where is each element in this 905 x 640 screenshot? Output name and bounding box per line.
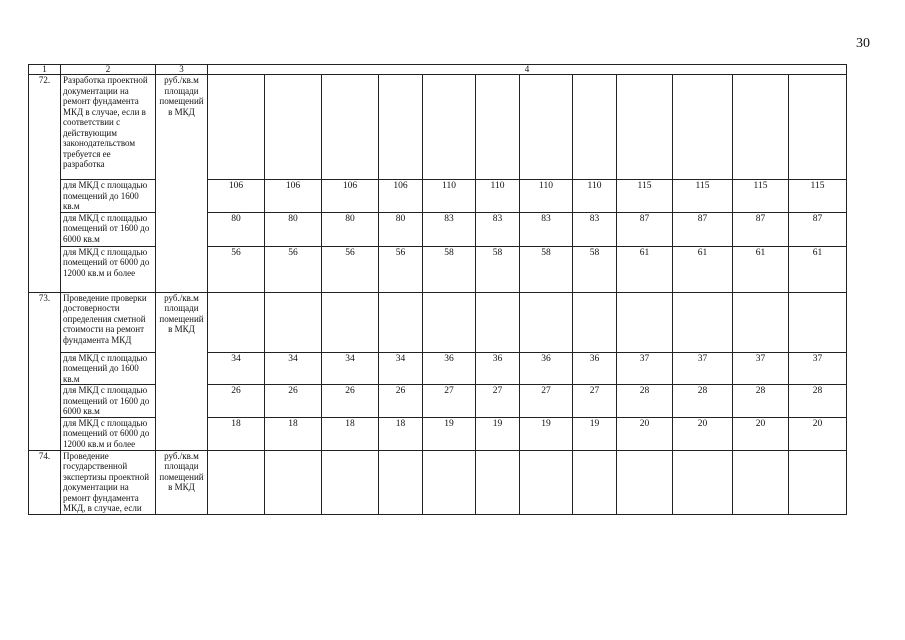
value-cell: 34 xyxy=(379,352,423,385)
empty-cell xyxy=(265,450,322,514)
empty-cell xyxy=(423,75,476,180)
row-title: Проведение проверки достоверности определения сметной стоимости на ремонт фундамента МКД xyxy=(61,292,156,352)
value-cell: 106 xyxy=(208,180,265,213)
value-cell: 36 xyxy=(520,352,573,385)
row-title: Разработка проектной документации на ремонт фундамента МКД в случае, если в соответствии с действующим законодательством требуется ее разработка xyxy=(61,75,156,180)
value-cell: 37 xyxy=(789,352,847,385)
value-cell: 19 xyxy=(476,417,520,450)
value-cell: 19 xyxy=(573,417,617,450)
value-cell: 36 xyxy=(423,352,476,385)
value-cell: 83 xyxy=(520,212,573,246)
row-title: Проведение государственной экспертизы проектной документации на ремонт фундамента МКД, в случае, если xyxy=(61,450,156,514)
value-cell: 106 xyxy=(322,180,379,213)
table-row xyxy=(29,292,847,352)
value-cell: 58 xyxy=(476,246,520,292)
empty-cell xyxy=(673,75,733,180)
value-cell: 20 xyxy=(673,417,733,450)
value-cell: 110 xyxy=(423,180,476,213)
value-cell: 115 xyxy=(617,180,673,213)
empty-cell xyxy=(208,75,265,180)
empty-cell xyxy=(573,292,617,352)
value-cell: 28 xyxy=(617,385,673,418)
row-number: 72. xyxy=(29,75,61,293)
value-cell: 106 xyxy=(379,180,423,213)
value-cell: 56 xyxy=(322,246,379,292)
value-cell: 110 xyxy=(573,180,617,213)
sub-row-label: для МКД с площадью помещений от 1600 до 6000 кв.м xyxy=(61,385,156,418)
value-cell: 80 xyxy=(379,212,423,246)
empty-cell xyxy=(617,292,673,352)
value-cell: 56 xyxy=(265,246,322,292)
unit-cell: руб./кв.м площади помещений в МКД xyxy=(156,75,208,293)
value-cell: 34 xyxy=(322,352,379,385)
value-cell: 106 xyxy=(265,180,322,213)
column-header-row xyxy=(29,65,847,75)
value-cell: 34 xyxy=(208,352,265,385)
sub-row-label: для МКД с площадью помещений от 6000 до 12000 кв.м и более xyxy=(61,417,156,450)
table-row xyxy=(29,212,847,246)
sub-row-label: для МКД с площадью помещений до 1600 кв.м xyxy=(61,352,156,385)
empty-cell xyxy=(423,450,476,514)
table-row xyxy=(29,180,847,213)
value-cell: 58 xyxy=(423,246,476,292)
value-cell: 110 xyxy=(520,180,573,213)
row-number: 73. xyxy=(29,292,61,450)
value-cell: 61 xyxy=(617,246,673,292)
value-cell: 27 xyxy=(423,385,476,418)
empty-cell xyxy=(573,75,617,180)
value-cell: 28 xyxy=(789,385,847,418)
table-row xyxy=(29,450,847,514)
empty-cell xyxy=(573,450,617,514)
empty-cell xyxy=(789,75,847,180)
value-cell: 83 xyxy=(476,212,520,246)
table-row xyxy=(29,417,847,450)
value-cell: 20 xyxy=(617,417,673,450)
sub-row-label: для МКД с площадью помещений до 1600 кв.м xyxy=(61,180,156,213)
value-cell: 37 xyxy=(617,352,673,385)
value-cell: 36 xyxy=(476,352,520,385)
empty-cell xyxy=(520,75,573,180)
table-row xyxy=(29,352,847,385)
value-cell: 27 xyxy=(520,385,573,418)
page-number: 30 xyxy=(856,36,870,51)
empty-cell xyxy=(789,450,847,514)
empty-cell xyxy=(265,75,322,180)
value-cell: 83 xyxy=(573,212,617,246)
value-cell: 26 xyxy=(208,385,265,418)
table-row xyxy=(29,246,847,292)
empty-cell xyxy=(617,450,673,514)
value-cell: 19 xyxy=(520,417,573,450)
empty-cell xyxy=(322,292,379,352)
empty-cell xyxy=(733,75,789,180)
value-cell: 58 xyxy=(573,246,617,292)
unit-cell: руб./кв.м площади помещений в МКД xyxy=(156,292,208,450)
value-cell: 18 xyxy=(208,417,265,450)
column-header: 1 xyxy=(29,65,61,75)
sub-row-label: для МКД с площадью помещений от 6000 до 12000 кв.м и более xyxy=(61,246,156,292)
empty-cell xyxy=(476,75,520,180)
table-row xyxy=(29,385,847,418)
value-cell: 58 xyxy=(520,246,573,292)
empty-cell xyxy=(520,292,573,352)
empty-cell xyxy=(208,292,265,352)
empty-cell xyxy=(673,450,733,514)
value-cell: 27 xyxy=(573,385,617,418)
value-cell: 83 xyxy=(423,212,476,246)
empty-cell xyxy=(423,292,476,352)
value-cell: 28 xyxy=(733,385,789,418)
empty-cell xyxy=(733,450,789,514)
value-cell: 20 xyxy=(789,417,847,450)
value-cell: 34 xyxy=(265,352,322,385)
empty-cell xyxy=(379,292,423,352)
empty-cell xyxy=(476,292,520,352)
value-cell: 19 xyxy=(423,417,476,450)
empty-cell xyxy=(673,292,733,352)
value-cell: 18 xyxy=(265,417,322,450)
value-cell: 110 xyxy=(476,180,520,213)
empty-cell xyxy=(322,75,379,180)
column-header: 4 xyxy=(208,65,847,75)
value-cell: 18 xyxy=(322,417,379,450)
empty-cell xyxy=(208,450,265,514)
value-cell: 61 xyxy=(789,246,847,292)
value-cell: 26 xyxy=(265,385,322,418)
value-cell: 115 xyxy=(789,180,847,213)
value-cell: 80 xyxy=(322,212,379,246)
value-cell: 80 xyxy=(208,212,265,246)
value-cell: 56 xyxy=(379,246,423,292)
empty-cell xyxy=(733,292,789,352)
column-header: 2 xyxy=(61,65,156,75)
value-cell: 61 xyxy=(733,246,789,292)
value-cell: 28 xyxy=(673,385,733,418)
empty-cell xyxy=(617,75,673,180)
empty-cell xyxy=(520,450,573,514)
value-cell: 26 xyxy=(379,385,423,418)
value-cell: 87 xyxy=(673,212,733,246)
value-cell: 37 xyxy=(733,352,789,385)
value-cell: 61 xyxy=(673,246,733,292)
value-cell: 80 xyxy=(265,212,322,246)
empty-cell xyxy=(322,450,379,514)
sub-row-label: для МКД с площадью помещений от 1600 до 6000 кв.м xyxy=(61,212,156,246)
value-cell: 37 xyxy=(673,352,733,385)
value-cell: 87 xyxy=(733,212,789,246)
value-cell: 27 xyxy=(476,385,520,418)
cost-table xyxy=(28,64,847,515)
value-cell: 26 xyxy=(322,385,379,418)
row-number: 74. xyxy=(29,450,61,514)
empty-cell xyxy=(476,450,520,514)
column-header: 3 xyxy=(156,65,208,75)
value-cell: 115 xyxy=(733,180,789,213)
empty-cell xyxy=(789,292,847,352)
value-cell: 56 xyxy=(208,246,265,292)
value-cell: 36 xyxy=(573,352,617,385)
empty-cell xyxy=(265,292,322,352)
value-cell: 115 xyxy=(673,180,733,213)
empty-cell xyxy=(379,75,423,180)
table-row xyxy=(29,75,847,180)
unit-cell: руб./кв.м площади помещений в МКД xyxy=(156,450,208,514)
value-cell: 87 xyxy=(789,212,847,246)
value-cell: 87 xyxy=(617,212,673,246)
value-cell: 18 xyxy=(379,417,423,450)
value-cell: 20 xyxy=(733,417,789,450)
empty-cell xyxy=(379,450,423,514)
